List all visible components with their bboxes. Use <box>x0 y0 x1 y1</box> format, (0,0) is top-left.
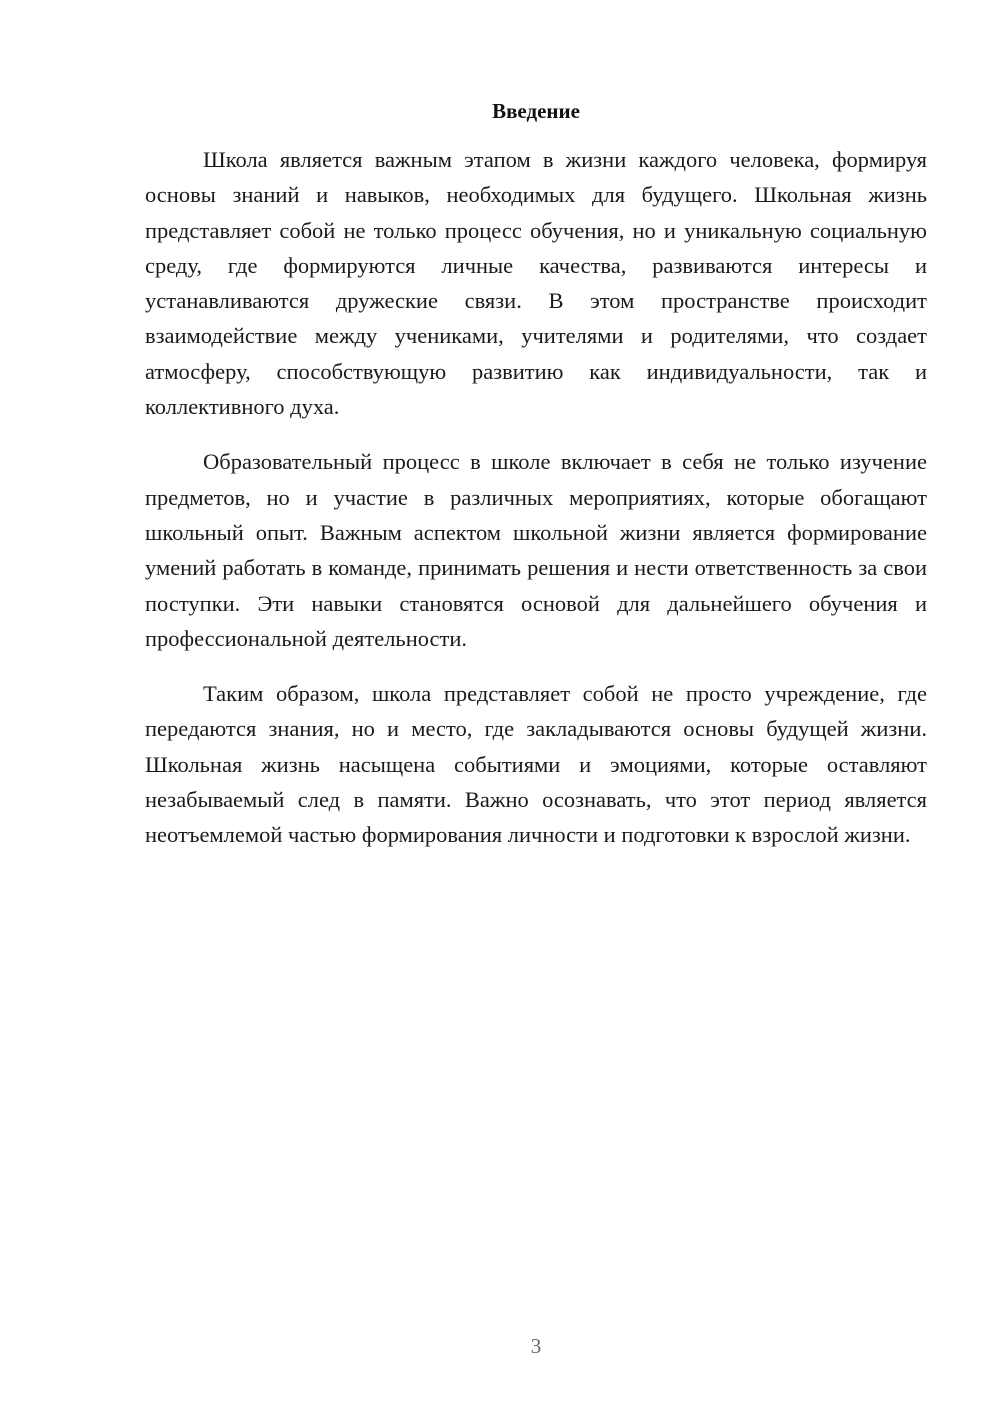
paragraph-1: Школа является важным этапом в жизни каждого человека, формируя основы знаний и навыков, необходимых для будущего. Школьная жизнь представляет собой не только процесс обучения, но и уникальную социальную среду, где формируются личные качества, развиваются интересы и устанавливаются дружеские связи. В этом пространстве происходит взаимодействие между учениками, учителями и родителями, что создает атмосферу, способствующую развитию как индивидуальности, так и коллективного духа. <box>145 147 927 420</box>
section-heading: Введение <box>492 99 580 123</box>
paragraph-2: Образовательный процесс в школе включает в себя не только изучение предметов, но и участие в различных мероприятиях, которые обогащают школьный опыт. Важным аспектом школьной жизни является формирование умений работать в команде, принимать решения и нести ответственность за свои поступки. Эти навыки становятся основой для дальнейшего обучения и профессиональной деятельности. <box>145 449 927 651</box>
page-content <box>145 96 927 873</box>
paragraph-3: Таким образом, школа представляет собой не просто учреждение, где передаются знания, но и место, где закладываются основы будущей жизни. Школьная жизнь насыщена событиями и эмоциями, которые оставляют незабываемый след в памяти. Важно осознавать, что этот период является неотъемлемой частью формирования личности и подготовки к взрослой жизни. <box>145 681 927 848</box>
page-number: 3 <box>530 1334 542 1358</box>
